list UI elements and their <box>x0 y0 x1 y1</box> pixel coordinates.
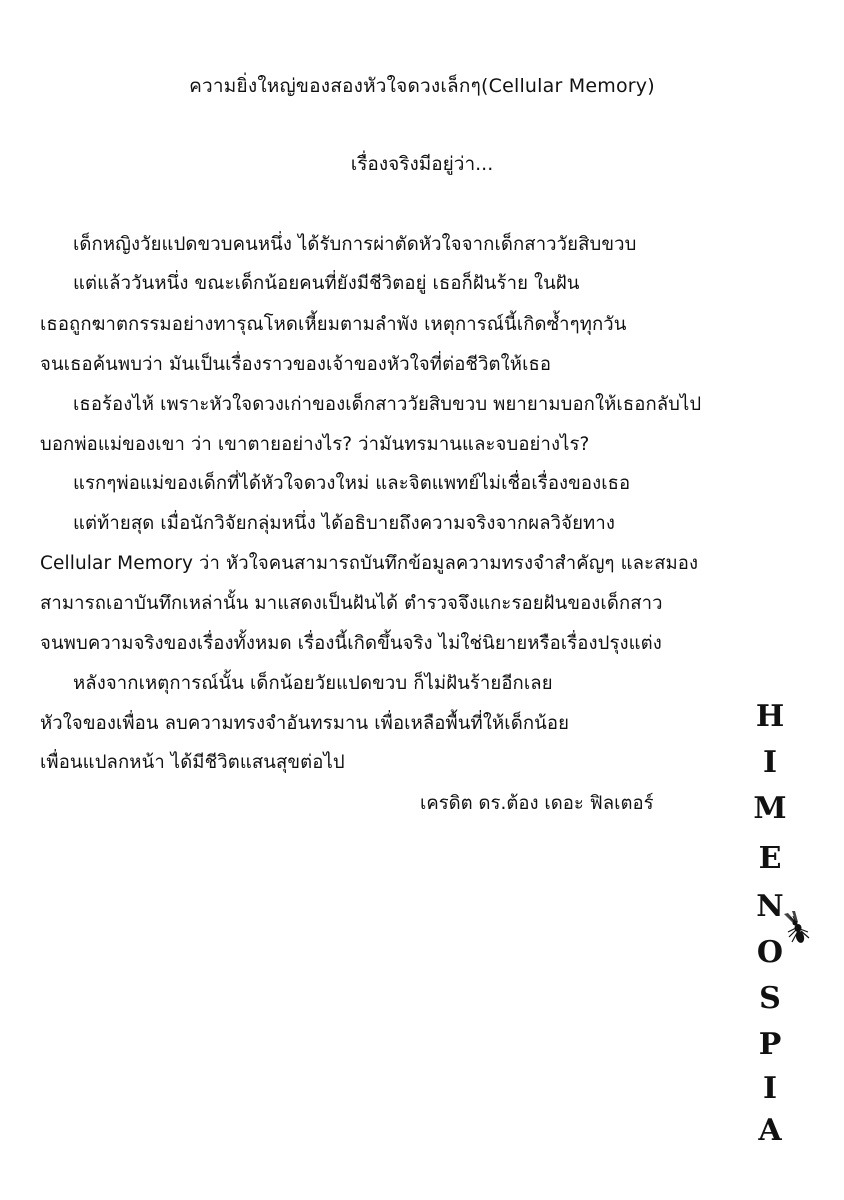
document-subtitle: เรื่องจริงมีอยู่ว่า... <box>350 153 494 175</box>
watermark-letter: I <box>762 745 778 780</box>
body-line: แต่แล้ววันหนึ่ง ขณะเด็กน้อยคนที่ยังมีชีวิตอยู่ เธอก็ฝันร้าย ในฝัน <box>73 273 580 294</box>
body-line: เธอถูกฆาตกรรมอย่างทารุณโหดเหี้ยมตามลำพัง เหตุการณ์นี้เกิดซ้ำๆทุกวัน <box>40 314 627 335</box>
body-line: หลังจากเหตุการณ์นั้น เด็กน้อยวัยแปดขวบ ก็ไม่ฝันร้ายอีกเลย <box>73 673 553 694</box>
watermark-letter: N <box>756 889 784 924</box>
body-line: Cellular Memory ว่า หัวใจคนสามารถบันทึกข้อมูลความทรงจำสำคัญๆ และสมอง <box>40 553 699 574</box>
watermark-letter: S <box>759 981 781 1016</box>
body-line: เด็กหญิงวัยแปดขวบคนหนึ่ง ได้รับการผ่าตัดหัวใจจากเด็กสาววัยสิบขวบ <box>73 234 637 255</box>
document-title: ความยิ่งใหญ่ของสองหัวใจดวงเล็กๆ(Cellular Memory) <box>189 75 655 97</box>
credit-line: เครดิต ดร.ต้อง เดอะ ฟิลเตอร์ <box>420 793 654 814</box>
watermark-letter: E <box>758 841 782 876</box>
watermark-letter: P <box>758 1027 782 1062</box>
wasp-icon <box>780 910 812 950</box>
watermark-letter: H <box>755 699 785 734</box>
body-line: แรกๆพ่อแม่ของเด็กที่ได้หัวใจดวงใหม่ และจิตแพทย์ไม่เชื่อเรื่องของเธอ <box>73 473 631 494</box>
body-line: จนเธอค้นพบว่า มันเป็นเรื่องราวของเจ้าของหัวใจที่ต่อชีวิตให้เธอ <box>40 354 552 375</box>
body-line: หัวใจของเพื่อน ลบความทรงจำอันทรมาน เพื่อเหลือพื้นที่ให้เด็กน้อย <box>40 713 570 734</box>
watermark-letter: O <box>756 935 784 970</box>
body-line: จนพบความจริงของเรื่องทั้งหมด เรื่องนี้เกิดขึ้นจริง ไม่ใช่นิยายหรือเรื่องปรุงแต่ง <box>40 633 662 654</box>
watermark-letter: I <box>762 1071 778 1106</box>
body-line: แต่ท้ายสุด เมื่อนักวิจัยกลุ่มหนึ่ง ได้อธิบายถึงความจริงจากผลวิจัยทาง <box>73 513 615 534</box>
watermark-letter: M <box>753 791 787 826</box>
body-line: บอกพ่อแม่ของเขา ว่า เขาตายอย่างไร? ว่ามันทรมานและจบอย่างไร? <box>40 434 590 455</box>
body-line: เธอร้องไห้ เพราะหัวใจดวงเก่าของเด็กสาววัยสิบขวบ พยายามบอกให้เธอกลับไป <box>73 394 702 415</box>
body-line: เพื่อนแปลกหน้า ได้มีชีวิตแสนสุขต่อไป <box>40 752 345 773</box>
body-line: สามารถเอาบันทึกเหล่านั้น มาแสดงเป็นฝันได้ ตำรวจจึงแกะรอยฝันของเด็กสาว <box>40 593 663 614</box>
watermark-letter: A <box>758 1113 782 1148</box>
